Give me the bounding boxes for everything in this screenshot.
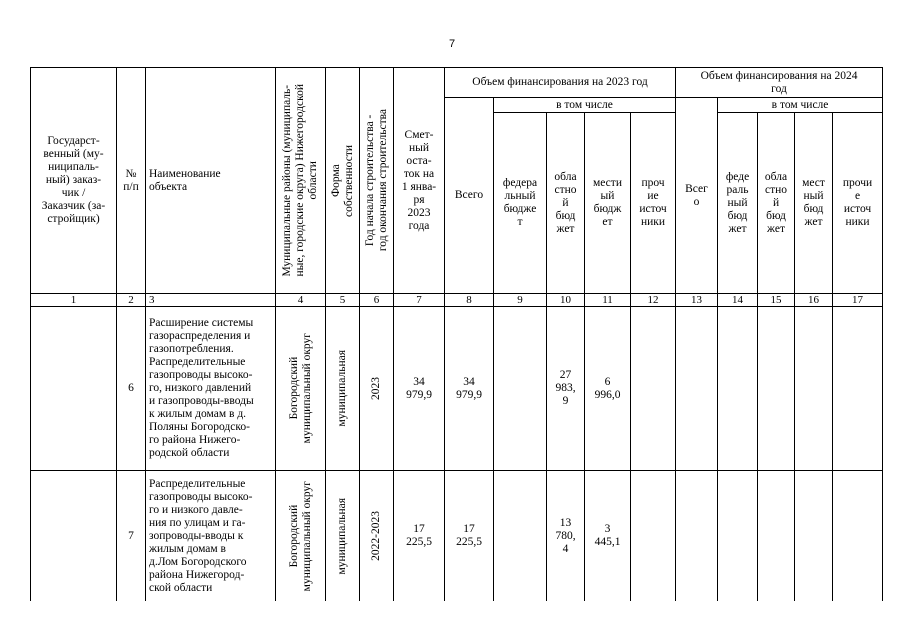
row-total-2024 <box>676 471 718 602</box>
row-district-text: Богородский муниципальный округ <box>287 333 313 444</box>
column-number: 16 <box>795 294 833 307</box>
row-years-text: 2022-2023 <box>370 511 382 561</box>
column-number: 1 <box>31 294 117 307</box>
header-regional-2023: обла стно й бюд жет <box>547 113 585 294</box>
header-federal-2024: феде раль ный бюд жет <box>718 113 758 294</box>
page-number: 7 <box>448 38 456 50</box>
row-total-2024 <box>676 307 718 471</box>
header-financing-2023: Объем финансирования на 2023 год <box>445 68 676 98</box>
header-federal-2023: федера льный бюдже т <box>494 113 547 294</box>
row-years <box>360 471 394 602</box>
header-customer: Государст- венный (му- ниципаль- ный) заказ- чик / Заказчик (за- стройщик) <box>31 68 117 294</box>
row-regional-2024 <box>758 471 795 602</box>
row-ownership <box>326 307 360 471</box>
column-number: 2 <box>117 294 146 307</box>
row-federal-2024 <box>718 471 758 602</box>
row-number: 6 <box>117 307 146 471</box>
header-number: № п/п <box>117 68 146 294</box>
column-number-row <box>31 294 883 307</box>
row-regional-2024 <box>758 307 795 471</box>
column-number: 8 <box>445 294 494 307</box>
row-total-2023: 17 225,5 <box>445 471 494 602</box>
row-regional-2023: 27 983, 9 <box>547 307 585 471</box>
row-local-2023: 6 996,0 <box>585 307 631 471</box>
header-regional-2024: обла стно й бюд жет <box>758 113 795 294</box>
row-district <box>276 471 326 602</box>
column-number: 12 <box>631 294 676 307</box>
row-ownership <box>326 471 360 602</box>
column-number: 15 <box>758 294 795 307</box>
header-ownership-text: Форма собственности <box>329 144 355 217</box>
column-number: 4 <box>276 294 326 307</box>
header-ownership <box>326 68 360 294</box>
header-total-2023: Всего <box>445 98 494 294</box>
header-districts-text: Муниципальные районы (муниципаль- ные, городские округа) Нижегородской области <box>281 84 319 277</box>
header-local-2024: мест ный бюд жет <box>795 113 833 294</box>
column-number: 3 <box>146 294 276 307</box>
row-district-text: Богородский муниципальный округ <box>287 480 313 592</box>
header-including-2024: в том числе <box>718 98 883 113</box>
financing-table <box>30 67 883 601</box>
column-number: 7 <box>394 294 445 307</box>
column-number: 9 <box>494 294 547 307</box>
row-years-text: 2023 <box>370 377 382 400</box>
header-local-2023: мести ый бюдж ет <box>585 113 631 294</box>
row-object-name: Распределительные газопроводы высоко- го и низкого давле- ния по улицам и га- зопроводы-вводы к жилым домам в д.Лом Богородского района Нижегород- ской области <box>146 471 276 602</box>
row-local-2024 <box>795 307 833 471</box>
header-including-2023: в том числе <box>494 98 676 113</box>
row-other-2023 <box>631 471 676 602</box>
row-federal-2023 <box>494 471 547 602</box>
row-federal-2024 <box>718 307 758 471</box>
row-years <box>360 307 394 471</box>
header-object-name: Наименование объекта <box>146 68 276 294</box>
column-number: 6 <box>360 294 394 307</box>
table-row <box>31 471 883 602</box>
row-regional-2023: 13 780, 4 <box>547 471 585 602</box>
column-number: 17 <box>833 294 883 307</box>
row-local-2023: 3 445,1 <box>585 471 631 602</box>
row-local-2024 <box>795 471 833 602</box>
column-number: 5 <box>326 294 360 307</box>
header-other-2024: прочи е источ ники <box>833 113 883 294</box>
row-total-2023: 34 979,9 <box>445 307 494 471</box>
header-estimated-balance: Смет- ный оста- ток на 1 янва- ря 2023 года <box>394 68 445 294</box>
column-number: 13 <box>676 294 718 307</box>
header-financing-2024: Объем финансирования на 2024 год <box>676 68 883 98</box>
row-federal-2023 <box>494 307 547 471</box>
header-total-2024: Всег о <box>676 98 718 294</box>
row-other-2024 <box>833 307 883 471</box>
header-years-text: Год начала строительства - год окончания строительства <box>363 109 389 252</box>
row-other-2024 <box>833 471 883 602</box>
row-estimated-balance: 17 225,5 <box>394 471 445 602</box>
row-customer <box>31 471 117 602</box>
row-object-name: Расширение системы газораспределения и газопотребления. Распределительные газопроводы высоко- го, низкого давлений и газопроводы-вводы к жилым домам в д. Поляны Богородско- го района Нижего- родской области <box>146 307 276 471</box>
row-district <box>276 307 326 471</box>
row-estimated-balance: 34 979,9 <box>394 307 445 471</box>
header-districts <box>276 68 326 294</box>
column-number: 10 <box>547 294 585 307</box>
row-other-2023 <box>631 307 676 471</box>
row-customer <box>31 307 117 471</box>
header-other-2023: проч ие источ ники <box>631 113 676 294</box>
table-row <box>31 307 883 471</box>
row-ownership-text: муниципальная <box>336 350 348 427</box>
column-number: 11 <box>585 294 631 307</box>
row-number: 7 <box>117 471 146 602</box>
row-ownership-text: муниципальная <box>336 497 348 575</box>
header-years <box>360 68 394 294</box>
column-number: 14 <box>718 294 758 307</box>
